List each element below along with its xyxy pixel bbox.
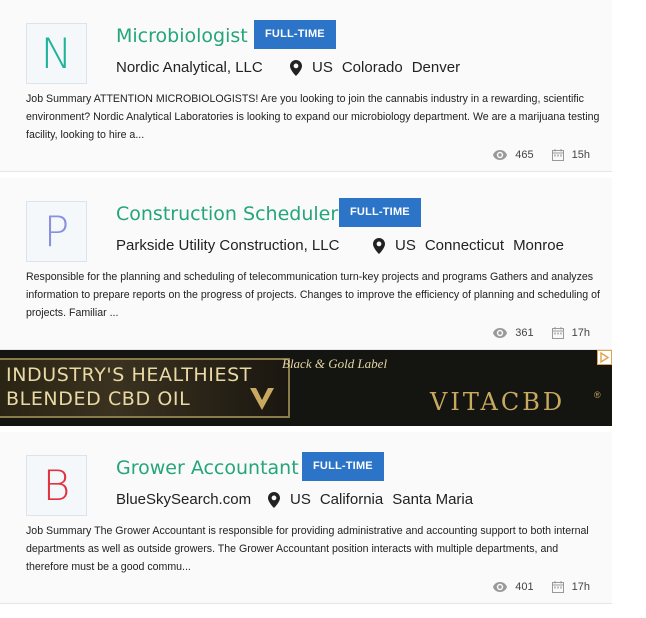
location-city: Santa Maria	[392, 491, 474, 508]
job-card	[0, 0, 612, 172]
job-meta	[493, 581, 590, 593]
job-card	[0, 178, 612, 350]
company-logo[interactable]	[26, 23, 87, 84]
company-name[interactable]: Parkside Utility Construction, LLC	[116, 237, 340, 254]
job-type-badge: FULL-TIME	[254, 20, 336, 49]
job-type-badge: FULL-TIME	[302, 452, 384, 481]
job-title-link[interactable]: Grower Accountant	[116, 457, 299, 479]
map-pin-icon	[290, 60, 302, 76]
job-meta	[493, 327, 590, 339]
logo-letter: B	[42, 461, 71, 510]
post-age: 17h	[571, 327, 590, 339]
eye-icon	[493, 328, 507, 338]
calendar-icon	[552, 149, 564, 161]
calendar-icon	[552, 327, 564, 339]
job-type-badge: FULL-TIME	[339, 198, 421, 227]
ad-banner[interactable]	[0, 350, 612, 426]
location-state: California	[319, 491, 384, 508]
location-state: Connecticut	[424, 237, 505, 254]
ad-choices-icon[interactable]	[597, 350, 612, 365]
company-logo[interactable]	[26, 201, 87, 262]
job-description: Job Summary The Grower Accountant is responsible for providing administrative and accounting support to both internal departments as well as outside growers. The Grower Accountant position interacts with multiple departments, and therefore must be a good commu...	[26, 525, 589, 573]
location-city: Denver	[411, 59, 461, 76]
location-country: US	[395, 237, 416, 254]
banner-headline-line2: BLENDED CBD OIL	[6, 388, 191, 410]
banner-brand: VITACBD	[430, 388, 566, 416]
logo-letter: N	[40, 29, 73, 78]
job-title-link[interactable]: Construction Scheduler	[116, 203, 339, 225]
brand-v-icon	[248, 386, 276, 412]
view-count: 465	[515, 149, 534, 161]
location-country: US	[312, 59, 333, 76]
location-state: Colorado	[341, 59, 403, 76]
job-location	[373, 236, 573, 256]
post-age: 17h	[571, 581, 590, 593]
location-city: Monroe	[513, 237, 564, 254]
job-location	[268, 490, 482, 510]
job-title-link[interactable]: Microbiologist	[116, 25, 248, 47]
view-count: 401	[515, 581, 534, 593]
location-country: US	[290, 491, 311, 508]
eye-icon	[493, 150, 507, 160]
job-card	[0, 432, 612, 604]
view-count: 361	[515, 327, 534, 339]
banner-label: Black & Gold Label	[282, 356, 388, 371]
registered-mark: ®	[594, 390, 601, 400]
company-name[interactable]: Nordic Analytical, LLC	[116, 59, 263, 76]
banner-headline-line1: INDUSTRY'S HEALTHIEST	[6, 364, 252, 386]
logo-letter: P	[43, 207, 70, 256]
map-pin-icon	[373, 238, 385, 254]
job-description: Responsible for the planning and scheduling of telecommunication turn-key projects and programs Gathers and analyzes information to prepare reports on the progress of projects. Changes to improve the efficiency of planning and scheduling of projects. Familiar ...	[26, 271, 600, 319]
company-logo[interactable]	[26, 455, 87, 516]
job-location	[290, 58, 469, 78]
post-age: 15h	[571, 149, 590, 161]
map-pin-icon	[268, 492, 280, 508]
calendar-icon	[552, 581, 564, 593]
company-name[interactable]: BlueSkySearch.com	[116, 491, 252, 508]
job-description: Job Summary ATTENTION MICROBIOLOGISTS! Are you looking to join the cannabis industry in a rewarding, scientific environment? Nordic Analytical Laboratories is looking to expand our microbiology department. We are a marijuana testing facility, looking to hire a...	[26, 93, 600, 141]
job-meta	[493, 149, 590, 161]
eye-icon	[493, 582, 507, 592]
